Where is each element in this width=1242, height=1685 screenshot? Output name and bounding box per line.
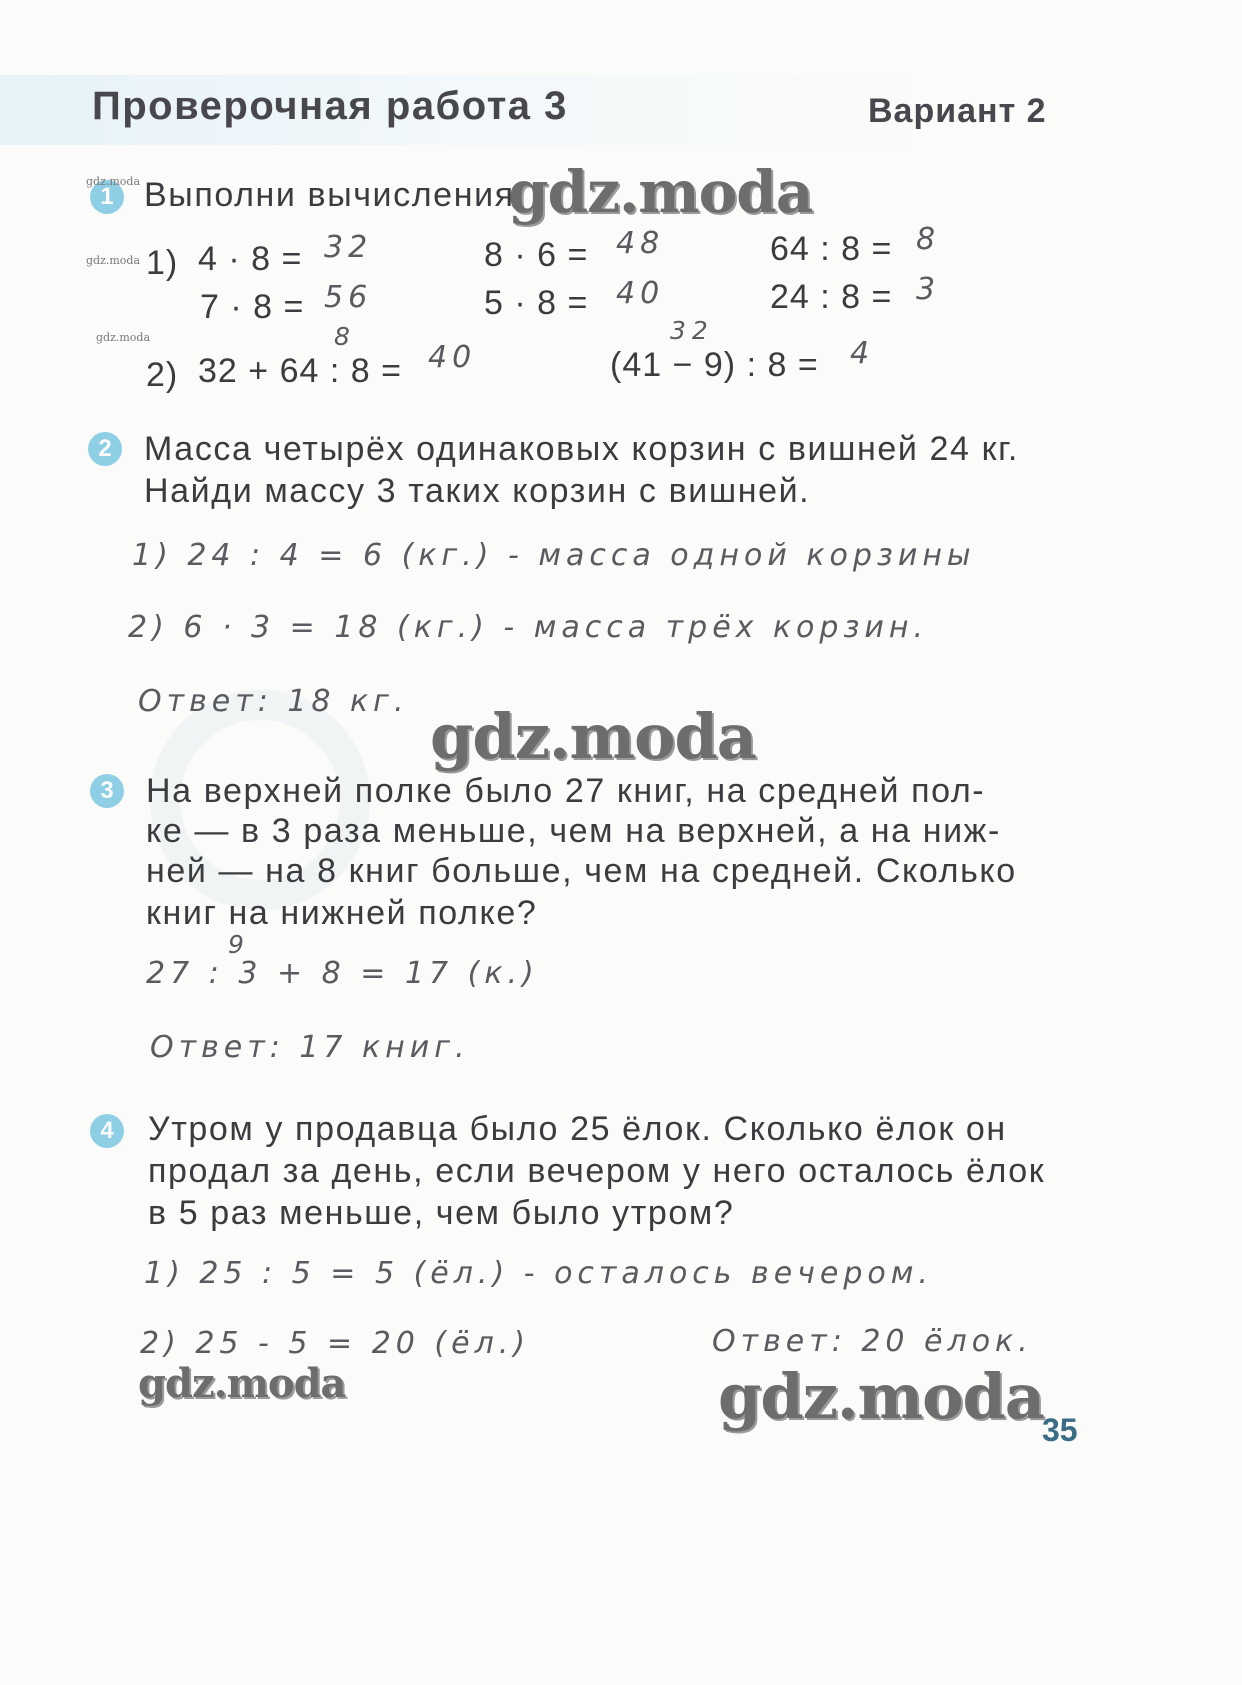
handwritten-note: 9: [228, 930, 250, 959]
task-3-text: На верхней полке было 27 книг, на средней пол-: [146, 772, 986, 810]
expression: 8 · 6 =: [484, 236, 589, 274]
page-number: 35: [1042, 1412, 1078, 1448]
handwritten-answer: Ответ: 18 кг.: [138, 684, 409, 719]
task-3-text: ке — в 3 раза меньше, чем на верхней, а на ниж-: [146, 812, 1001, 850]
task-2-number: 2: [88, 432, 122, 466]
page-title: Проверочная работа 3: [92, 84, 568, 128]
handwritten-answer: 40: [616, 276, 665, 311]
watermark-small: gdz.moda: [86, 254, 141, 267]
handwritten-answer: 4: [850, 336, 875, 371]
handwritten-answer: 32: [324, 230, 373, 265]
handwritten-answer: 48: [616, 226, 665, 261]
expression: 5 · 8 =: [484, 284, 589, 322]
task-4-text: в 5 раз меньше, чем было утром?: [148, 1194, 735, 1232]
task-2-text: Найди массу 3 таких корзин с вишней.: [144, 472, 811, 510]
handwritten-solution: 2) 25 - 5 = 20 (ёл.): [140, 1326, 530, 1361]
handwritten-answer: 40: [428, 340, 477, 375]
task-1-number: 1: [90, 180, 124, 214]
handwritten-solution: 27 : 3 + 8 = 17 (к.): [146, 956, 539, 991]
task-3-number: 3: [90, 774, 124, 808]
task-3-text: книг на нижней полке?: [146, 894, 538, 932]
handwritten-solution: 1) 25 : 5 = 5 (ёл.) - осталось вечером.: [144, 1256, 933, 1291]
handwritten-solution: 1) 24 : 4 = 6 (кг.) - масса одной корзины: [132, 538, 976, 573]
task-1-prompt: Выполни вычисления.: [144, 176, 526, 214]
task-4-text: продал за день, если вечером у него осталось ёлок: [148, 1152, 1046, 1190]
handwritten-answer: Ответ: 20 ёлок.: [712, 1324, 1033, 1359]
watermark: gdz.moda: [508, 158, 813, 226]
expression: 24 : 8 =: [770, 278, 893, 316]
expression: (41 − 9) : 8 =: [610, 346, 819, 384]
handwritten-answer: 3: [916, 272, 941, 307]
task-4-number: 4: [90, 1114, 124, 1148]
expression: 7 · 8 =: [200, 288, 305, 326]
watermark: gdz.moda: [718, 1360, 1044, 1433]
handwritten-note: 8: [334, 322, 356, 351]
task-3-text: ней — на 8 книг больше, чем на средней. Сколько: [146, 852, 1017, 890]
expression: 32 + 64 : 8 =: [198, 352, 402, 390]
watermark: gdz.moda: [138, 1360, 346, 1407]
handwritten-answer: 8: [916, 222, 941, 257]
watermark-small: gdz.moda: [86, 175, 141, 188]
expression: 4 · 8 =: [198, 240, 303, 278]
task-2-text: Масса четырёх одинаковых корзин с вишней 24 кг.: [144, 430, 1019, 468]
task-4-text: Утром у продавца было 25 ёлок. Сколько ёлок он: [148, 1110, 1007, 1148]
expression: 64 : 8 =: [770, 230, 893, 268]
task-1-row-1-label: 1): [146, 244, 179, 282]
handwritten-solution: 2) 6 · 3 = 18 (кг.) - масса трёх корзин.: [128, 610, 929, 645]
handwritten-answer: Ответ: 17 книг.: [150, 1030, 470, 1065]
watermark-small: gdz.moda: [96, 331, 151, 344]
handwritten-answer: 56: [324, 280, 373, 315]
handwritten-note: 32: [670, 316, 714, 345]
variant-label: Вариант 2: [868, 92, 1047, 130]
task-1-row-2-label: 2): [146, 356, 179, 394]
watermark: gdz.moda: [430, 700, 756, 773]
